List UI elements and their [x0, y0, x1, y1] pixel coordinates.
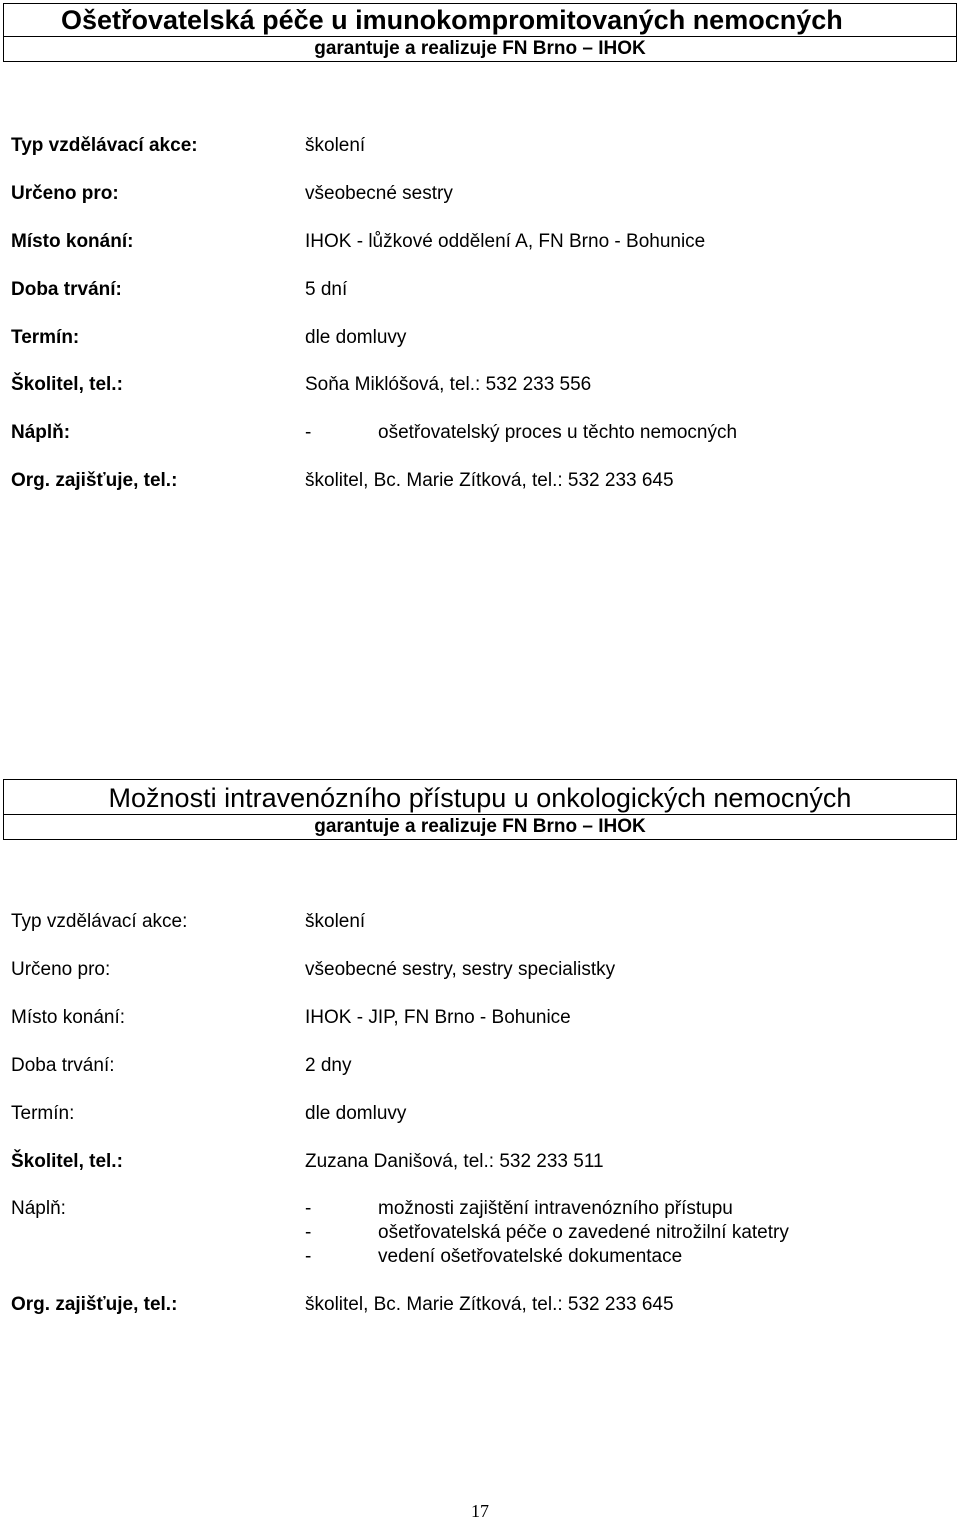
type-value: školení	[305, 135, 366, 156]
trainer-label: Školitel, tel.:	[11, 1151, 123, 1172]
content-bullet: -	[305, 1246, 312, 1267]
type-value: školení	[305, 911, 366, 932]
course2-header	[3, 779, 957, 840]
content-bullet: -	[305, 1222, 312, 1243]
duration-label: Doba trvání:	[11, 1055, 115, 1076]
organizer-value: školitel, Bc. Marie Zítková, tel.: 532 233 645	[305, 1294, 674, 1315]
course1-header	[3, 3, 957, 62]
duration-value: 2 dny	[305, 1055, 352, 1076]
course2-subtitle: garantuje a realizuje FN Brno – IHOK	[314, 816, 646, 837]
course1-subtitle: garantuje a realizuje FN Brno – IHOK	[314, 38, 646, 59]
course2-title: Možnosti intravenózního přístupu u onkologických nemocných	[4, 780, 956, 815]
place-value: IHOK - JIP, FN Brno - Bohunice	[305, 1007, 571, 1028]
audience-value: všeobecné sestry, sestry specialistky	[305, 959, 616, 980]
duration-value: 5 dní	[305, 279, 348, 300]
organizer-value: školitel, Bc. Marie Zítková, tel.: 532 233 645	[305, 470, 674, 491]
content-item: vedení ošetřovatelské dokumentace	[378, 1246, 683, 1267]
type-label: Typ vzdělávací akce:	[11, 135, 198, 156]
date-value: dle domluvy	[305, 1103, 407, 1124]
trainer-label: Školitel, tel.:	[11, 374, 123, 395]
audience-label: Určeno pro:	[11, 183, 119, 204]
place-label: Místo konání:	[11, 1007, 126, 1028]
organizer-label: Org. zajišťuje, tel.:	[11, 470, 178, 491]
page-number: 17	[471, 1501, 489, 1521]
duration-label: Doba trvání:	[11, 279, 122, 300]
trainer-value: Zuzana Danišová, tel.: 532 233 511	[305, 1151, 604, 1172]
course1-title: Ošetřovatelská péče u imunokompromitovaných nemocných	[4, 4, 956, 37]
content-item: ošetřovatelská péče o zavedené nitrožilní katetry	[378, 1222, 789, 1243]
place-label: Místo konání:	[11, 231, 134, 252]
place-value: IHOK - lůžkové oddělení A, FN Brno - Bohunice	[305, 231, 706, 252]
content-bullet: -	[305, 422, 312, 443]
content-label: Náplň:	[11, 422, 71, 443]
content-item: ošetřovatelský proces u těchto nemocných	[378, 422, 738, 443]
date-label: Termín:	[11, 1103, 75, 1124]
content-bullet: -	[305, 1198, 312, 1219]
trainer-value: Soňa Miklóšová, tel.: 532 233 556	[305, 374, 592, 395]
audience-value: všeobecné sestry	[305, 183, 453, 204]
content-label: Náplň:	[11, 1198, 66, 1219]
date-value: dle domluvy	[305, 327, 407, 348]
content-item: možnosti zajištění intravenózního přístupu	[378, 1198, 733, 1219]
date-label: Termín:	[11, 327, 80, 348]
audience-label: Určeno pro:	[11, 959, 111, 980]
type-label: Typ vzdělávací akce:	[11, 911, 188, 932]
organizer-label: Org. zajišťuje, tel.:	[11, 1294, 178, 1315]
